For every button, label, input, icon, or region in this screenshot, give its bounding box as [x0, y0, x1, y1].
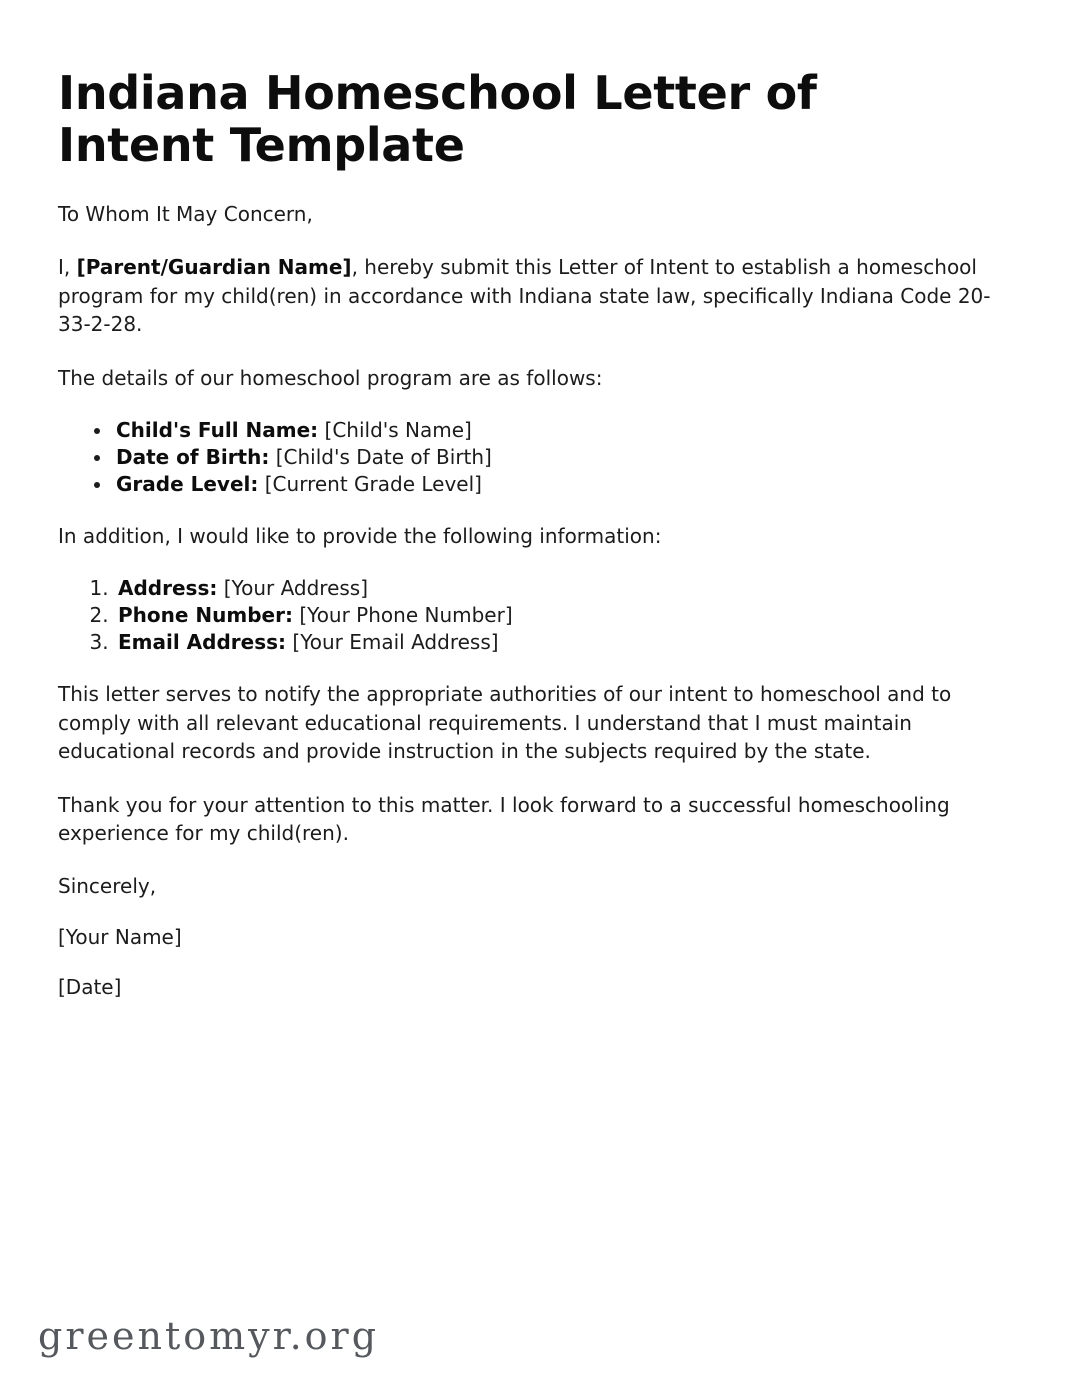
- list-item: [113, 444, 1002, 470]
- intro-suffix: , hereby submit this Letter of Intent to establish a homeschool program for my child(ren) in accordance with Indiana state law, specifically Indiana Code 20-33-2-28.: [58, 255, 991, 337]
- address-value: [Your Address]: [223, 576, 369, 601]
- phone-number-value: [Your Phone Number]: [299, 603, 513, 628]
- your-name-placeholder: [Your Name]: [58, 924, 182, 949]
- intro-paragraph: [58, 253, 1002, 338]
- child-details-list: [58, 417, 1002, 497]
- date-of-birth-label: Date of Birth:: [116, 444, 270, 469]
- grade-level-label: Grade Level:: [116, 471, 259, 496]
- email-address-value: [Your Email Address]: [292, 630, 499, 655]
- additional-lead-paragraph: In addition, I would like to provide the following information:: [58, 523, 662, 548]
- details-lead-paragraph: The details of our homeschool program are as follows:: [58, 365, 603, 390]
- phone-number-label: Phone Number:: [118, 603, 293, 628]
- contact-details-list: [58, 575, 1002, 655]
- list-item: [115, 575, 1002, 601]
- date-of-birth-value: [Child's Date of Birth]: [275, 444, 492, 469]
- list-item: [115, 602, 1002, 628]
- letter-body: [58, 200, 1002, 1023]
- salutation: To Whom It May Concern,: [58, 202, 313, 226]
- page-title: Indiana Homeschool Letter of Intent Template: [58, 66, 817, 172]
- intro-prefix: I,: [58, 255, 77, 280]
- compliance-paragraph: This letter serves to notify the appropriate authorities of our intent to homeschool and to comply with all relevant educational requirements. I understand that I must maintain educational records and provide instruction in the subjects required by the state.: [58, 682, 952, 764]
- date-placeholder: [Date]: [58, 975, 122, 1000]
- email-address-label: Email Address:: [118, 630, 287, 655]
- site-watermark: greentomyr.org: [38, 1314, 380, 1358]
- child-full-name-label: Child's Full Name:: [116, 417, 319, 442]
- closing-paragraph: Thank you for your attention to this matter. I look forward to a successful homeschooling experience for my child(ren).: [58, 792, 950, 845]
- list-item: [115, 629, 1002, 655]
- list-item: [113, 417, 1002, 443]
- sign-off: Sincerely,: [58, 874, 157, 899]
- address-label: Address:: [118, 576, 218, 601]
- child-full-name-value: [Child's Name]: [324, 417, 472, 442]
- grade-level-value: [Current Grade Level]: [264, 471, 482, 496]
- list-item: [113, 471, 1002, 497]
- parent-guardian-name-placeholder: [Parent/Guardian Name]: [76, 255, 352, 280]
